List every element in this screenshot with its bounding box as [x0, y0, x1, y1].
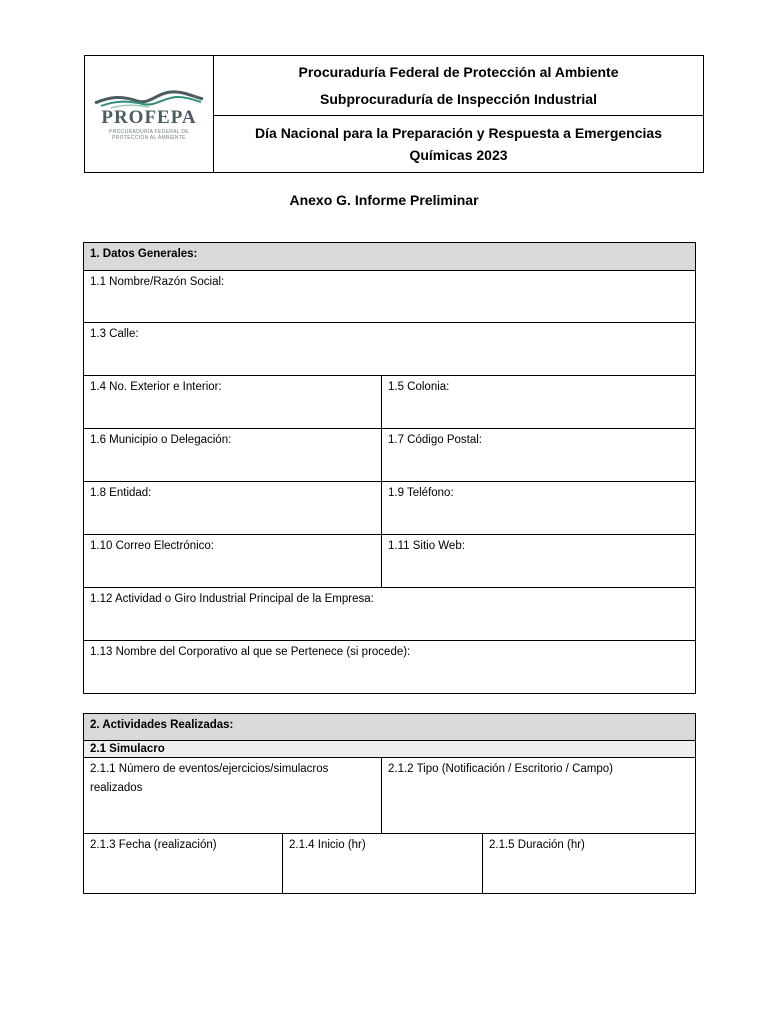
field-sitio-web[interactable]: 1.11 Sitio Web: — [382, 535, 696, 588]
activities-table — [83, 713, 696, 894]
profepa-logo — [85, 56, 214, 172]
field-duracion[interactable]: 2.1.5 Duración (hr) — [483, 834, 696, 894]
field-correo[interactable]: 1.10 Correo Electrónico: — [84, 535, 382, 588]
field-entidad[interactable]: 1.8 Entidad: — [84, 482, 382, 535]
annex-title: Anexo G. Informe Preliminar — [289, 192, 479, 208]
agency-name: Procuraduría Federal de Protección al Ambiente — [298, 63, 619, 80]
logo-wordmark: PROFEPA — [101, 107, 197, 128]
event-title: Día Nacional para la Preparación y Respuesta a Emergencias Químicas 2023 — [255, 125, 662, 163]
field-colonia[interactable]: 1.5 Colonia: — [382, 376, 696, 429]
logo-subtitle-line1: PROCURADURÍA FEDERAL DE — [109, 129, 189, 135]
field-corporativo[interactable]: 1.13 Nombre del Corporativo al que se Pertenece (si procede): — [84, 641, 696, 694]
field-telefono[interactable]: 1.9 Teléfono: — [382, 482, 696, 535]
field-codigo-postal[interactable]: 1.7 Código Postal: — [382, 429, 696, 482]
field-municipio[interactable]: 1.6 Municipio o Delegación: — [84, 429, 382, 482]
field-calle[interactable]: 1.3 Calle: — [84, 323, 696, 376]
wave-emblem-icon — [93, 87, 205, 109]
field-inicio[interactable]: 2.1.4 Inicio (hr) — [283, 834, 483, 894]
header-agency-block — [214, 56, 703, 116]
section1-title: 1. Datos Generales: — [84, 243, 696, 271]
field-fecha[interactable]: 2.1.3 Fecha (realización) — [84, 834, 283, 894]
section2-title: 2. Actividades Realizadas: — [84, 714, 696, 741]
header-title-cell — [214, 56, 703, 172]
logo-subtitle-line2: PROTECCIÓN AL AMBIENTE — [112, 135, 186, 141]
subsection-simulacro: 2.1 Simulacro — [84, 741, 696, 758]
document-header — [84, 55, 704, 173]
field-nombre[interactable]: 1.1 Nombre/Razón Social: — [84, 271, 696, 323]
field-numero-eventos[interactable]: 2.1.1 Número de eventos/ejercicios/simulacros realizados — [84, 758, 382, 834]
field-actividad[interactable]: 1.12 Actividad o Giro Industrial Principal de la Empresa: — [84, 588, 696, 641]
sub-agency-name: Subprocuraduría de Inspección Industrial — [320, 90, 597, 107]
field-no-exterior[interactable]: 1.4 No. Exterior e Interior: — [84, 376, 382, 429]
field-tipo[interactable]: 2.1.2 Tipo (Notificación / Escritorio / Campo) — [382, 758, 696, 834]
general-data-table — [83, 242, 696, 694]
